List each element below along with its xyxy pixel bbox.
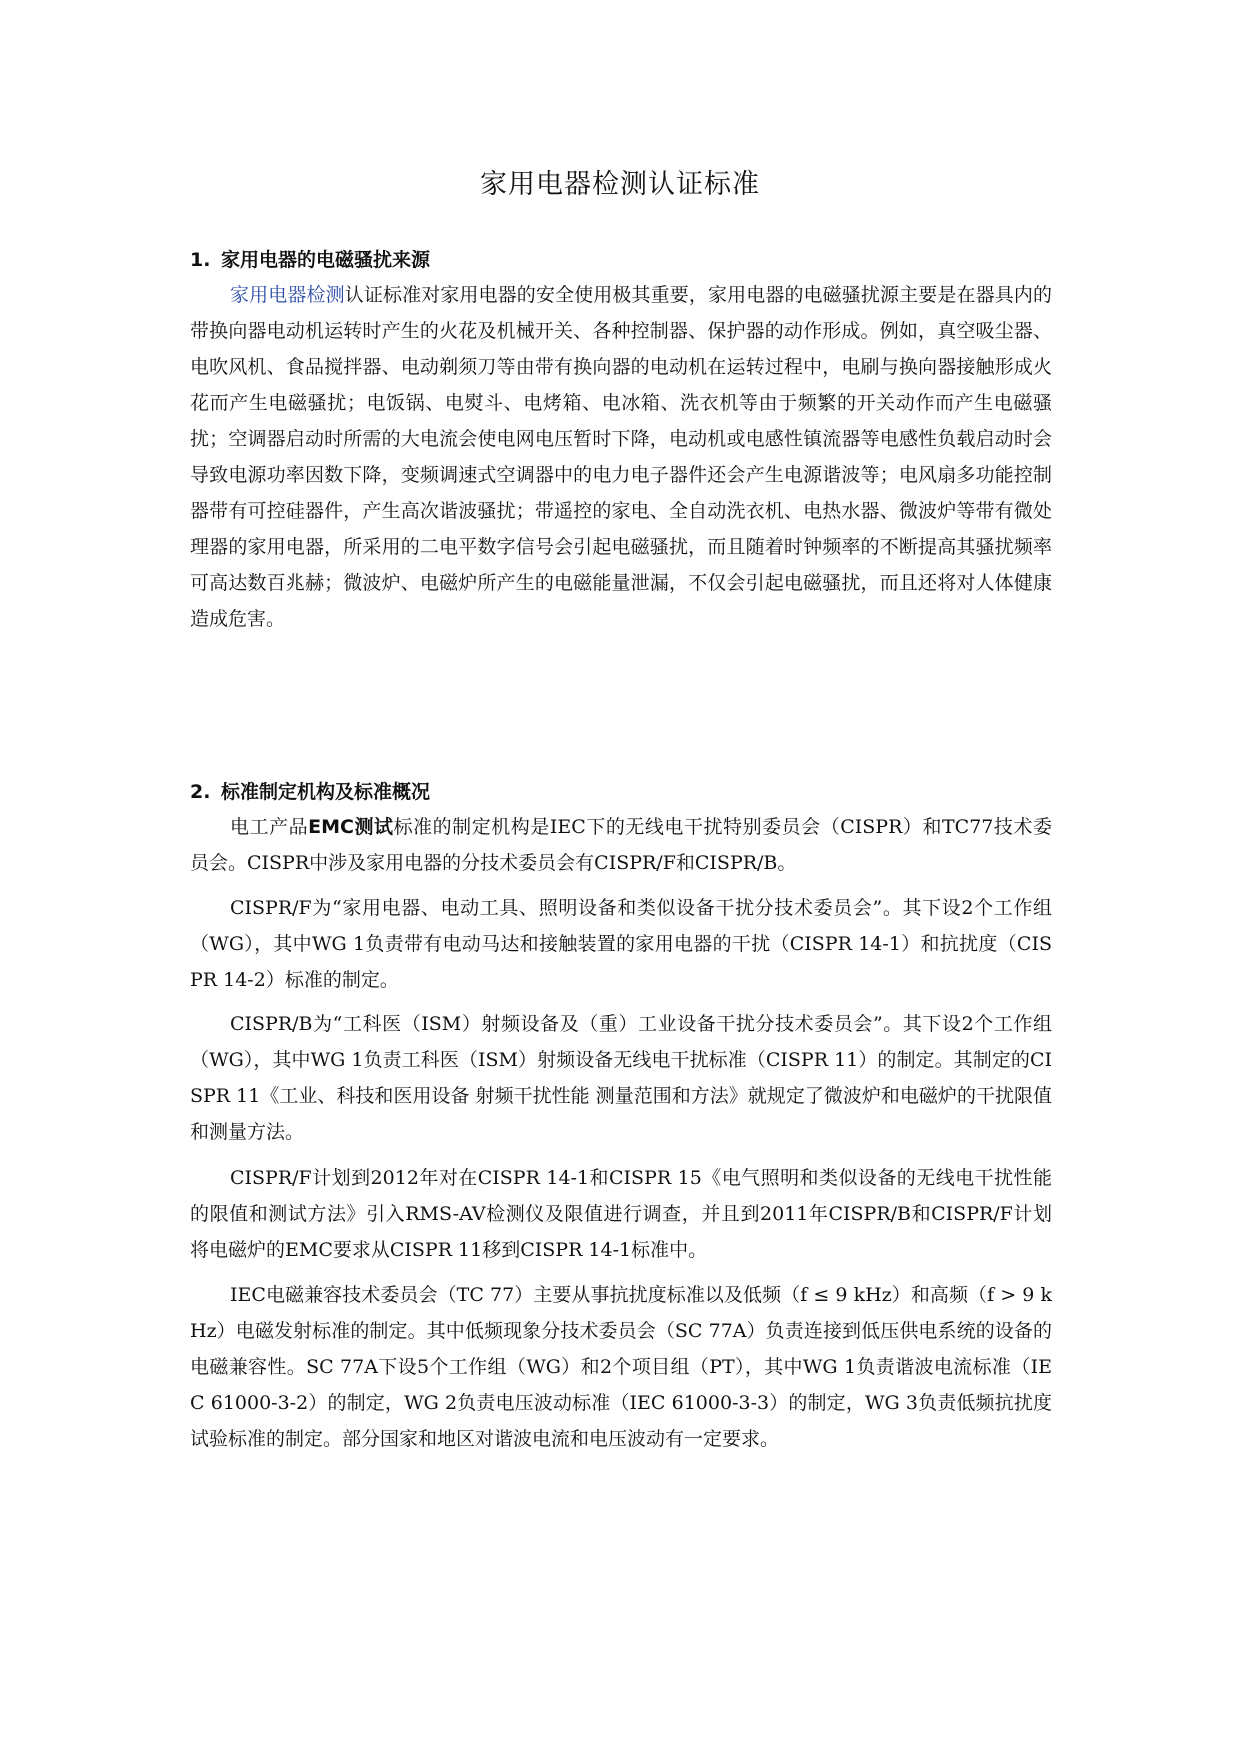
section-2-paragraph-1-pre: 电工产品: [230, 816, 309, 838]
section-2-paragraph-2: CISPR/F为“家用电器、电动工具、照明设备和类似设备干扰分技术委员会”。其下设2个工作组（WG），其中WG 1负责带有电动马达和接触装置的家用电器的干扰（CISPR 14-1）和抗扰度（CISPR 14-2）标准的制定。: [190, 897, 1052, 991]
section-1-heading: [190, 245, 430, 272]
section-2-paragraph-5: IEC电磁兼容技术委员会（TC 77）主要从事抗扰度标准以及低频（f ≤ 9 kHz）和高频（f > 9 kHz）电磁发射标准的制定。其中低频现象分技术委员会（SC 77A）负责连接到低压供电系统的设备的电磁兼容性。SC 77A下设5个工作组（WG）和2个项目组（PT），其中WG 1负责谐波电流标准（IEC 61000-3-2）的制定，WG 2负责电压波动标准（IEC 61000-3-3）的制定，WG 3负责低频抗扰度试验标准的制定。部分国家和地区对谐波电流和电压波动有一定要求。: [190, 1284, 1052, 1450]
section-1-number: 1.: [190, 249, 211, 271]
home-appliance-testing-link[interactable]: 家用电器检测: [230, 284, 345, 306]
section-1-title: 家用电器的电磁骚扰来源: [221, 249, 431, 271]
document-title: 家用电器检测认证标准: [480, 169, 760, 200]
section-2-paragraph-3: CISPR/B为“工科医（ISM）射频设备及（重）工业设备干扰分技术委员会”。其下设2个工作组（WG），其中WG 1负责工科医（ISM）射频设备无线电干扰标准（CISPR 11）的制定。其制定的CISPR 11《工业、科技和医用设备 射频干扰性能 测量范围和方法》就规定了微波炉和电磁炉的干扰限值和测量方法。: [190, 1013, 1052, 1143]
section-1-paragraph-1: [190, 277, 1052, 637]
section-2-paragraph-4: CISPR/F计划到2012年对在CISPR 14-1和CISPR 15《电气照明和类似设备的无线电干扰性能的限值和测试方法》引入RMS-AV检测仪及限值进行调查，并且到2011年CISPR/B和CISPR/F计划将电磁炉的EMC要求从CISPR 11移到CISPR 14-1标准中。: [190, 1167, 1052, 1261]
emc-testing-term: EMC测试: [308, 816, 394, 838]
section-2-title: 标准制定机构及标准概况: [221, 781, 431, 803]
section-2-paragraph-1: [190, 809, 1052, 881]
section-2-heading: [190, 777, 430, 804]
section-2-paragraph-1-text: 标准的制定机构是IEC下的无线电干扰特别委员会（CISPR）和TC77技术委员会。CISPR中涉及家用电器的分技术委员会有CISPR/F和CISPR/B。: [190, 816, 1052, 874]
section-1-paragraph-1-text: 认证标准对家用电器的安全使用极其重要，家用电器的电磁骚扰源主要是在器具内的带换向器电动机运转时产生的火花及机械开关、各种控制器、保护器的动作形成。例如，真空吸尘器、电吹风机、食品搅拌器、电动剃须刀等由带有换向器的电动机在运转过程中，电刷与换向器接触形成火花而产生电磁骚扰；电饭锅、电熨斗、电烤箱、电冰箱、洗衣机等由于频繁的开关动作而产生电磁骚扰；空调器启动时所需的大电流会使电网电压暂时下降，电动机或电感性镇流器等电感性负载启动时会导致电源功率因数下降，变频调速式空调器中的电力电子器件还会产生电源谐波等；电风扇多功能控制器带有可控硅器件，产生高次谐波骚扰；带遥控的家电、全自动洗衣机、电热水器、微波炉等带有微处理器的家用电器，所采用的二电平数字信号会引起电磁骚扰，而且随着时钟频率的不断提高其骚扰频率可高达数百兆赫；微波炉、电磁炉所产生的电磁能量泄漏，不仅会引起电磁骚扰，而且还将对人体健康造成危害。: [190, 284, 1052, 630]
section-2-number: 2.: [190, 781, 211, 803]
